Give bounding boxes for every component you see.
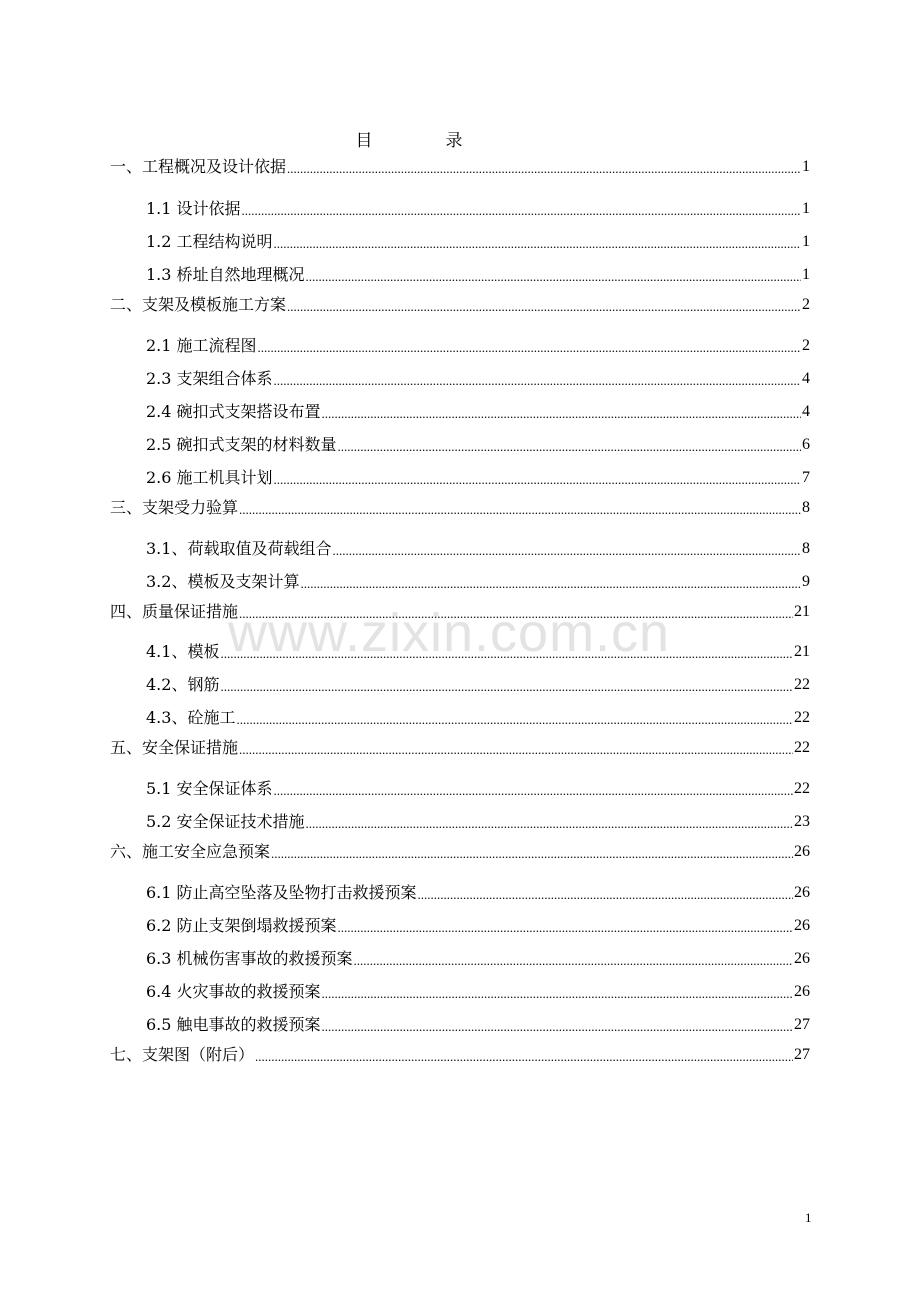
toc-entry-5-2[interactable] xyxy=(146,811,810,833)
dot-leader xyxy=(322,405,801,423)
toc-entry-page: 27 xyxy=(794,1046,810,1063)
toc-entry-1[interactable] xyxy=(110,156,810,178)
toc-entry-label: 2.1 施工流程图 xyxy=(146,336,257,355)
toc-entry-label: 2.4 碗扣式支架搭设布置 xyxy=(146,402,321,421)
toc-entry-1-3[interactable] xyxy=(146,264,810,286)
toc-entry-page: 22 xyxy=(794,739,810,756)
dot-leader xyxy=(239,501,801,519)
toc-entry-page: 2 xyxy=(802,337,810,354)
toc-entry-1-2[interactable] xyxy=(146,231,810,253)
toc-entry-label: 4.3、砼施工 xyxy=(146,708,236,727)
toc-entry-page: 8 xyxy=(802,540,810,557)
dot-leader xyxy=(220,645,793,663)
toc-entry-page: 1 xyxy=(802,233,810,250)
toc-entry-label: 3.1、荷载取值及荷载组合 xyxy=(146,539,332,558)
toc-entry-label: 2.5 碗扣式支架的材料数量 xyxy=(146,435,337,454)
toc-entry-5[interactable] xyxy=(110,737,810,759)
toc-entry-page: 2 xyxy=(802,296,810,313)
toc-entry-page: 1 xyxy=(802,158,810,175)
dot-leader xyxy=(236,711,793,729)
dot-leader xyxy=(274,782,793,800)
dot-leader xyxy=(306,268,801,286)
toc-entry-1-1[interactable] xyxy=(146,198,810,220)
toc-entry-label: 二、支架及模板施工方案 xyxy=(110,295,287,314)
dot-leader xyxy=(258,339,801,357)
dot-leader xyxy=(418,886,793,904)
toc-entry-page: 21 xyxy=(794,603,810,620)
toc-entry-3-1[interactable] xyxy=(146,538,810,560)
toc-entry-label: 1.3 桥址自然地理概况 xyxy=(146,265,305,284)
toc-entry-label: 五、安全保证措施 xyxy=(110,738,239,757)
toc-entry-3-2[interactable] xyxy=(146,571,810,593)
toc-entry-page: 22 xyxy=(794,780,810,797)
toc-entry-page: 8 xyxy=(802,499,810,516)
toc-entry-label: 1.2 工程结构说明 xyxy=(146,232,273,251)
toc-entry-2-5[interactable] xyxy=(146,434,810,456)
toc-entry-page: 4 xyxy=(802,403,810,420)
toc-entry-page: 26 xyxy=(794,884,810,901)
toc-entry-label: 6.5 触电事故的救援预案 xyxy=(146,1015,321,1034)
toc-entry-page: 9 xyxy=(802,573,810,590)
toc-entry-page: 1 xyxy=(802,200,810,217)
toc-entry-5-1[interactable] xyxy=(146,778,810,800)
toc-entry-page: 26 xyxy=(794,983,810,1000)
dot-leader xyxy=(220,678,793,696)
toc-entry-4-1[interactable] xyxy=(146,641,810,663)
dot-leader xyxy=(255,1048,793,1066)
toc-entry-label: 4.1、模板 xyxy=(146,642,220,661)
toc-entry-7[interactable] xyxy=(110,1044,810,1066)
toc-entry-page: 21 xyxy=(794,643,810,660)
toc-entry-page: 26 xyxy=(794,917,810,934)
dot-leader xyxy=(354,952,793,970)
toc-entry-label: 5.1 安全保证体系 xyxy=(146,779,273,798)
dot-leader xyxy=(271,845,793,863)
dot-leader xyxy=(239,605,793,623)
dot-leader xyxy=(322,985,793,1003)
toc-entry-label: 1.1 设计依据 xyxy=(146,199,241,218)
dot-leader xyxy=(287,160,801,178)
dot-leader xyxy=(239,741,793,759)
toc-entry-4-3[interactable] xyxy=(146,707,810,729)
dot-leader xyxy=(274,235,801,253)
toc-entry-page: 22 xyxy=(794,709,810,726)
footer-page-number: 1 xyxy=(805,1210,812,1225)
toc-entry-4[interactable] xyxy=(110,601,810,623)
toc-entry-6-1[interactable] xyxy=(146,882,810,904)
dot-leader xyxy=(332,542,801,560)
toc-entry-6-5[interactable] xyxy=(146,1014,810,1036)
toc-entry-label: 6.2 防止支架倒塌救援预案 xyxy=(146,916,337,935)
dot-leader xyxy=(242,202,801,220)
toc-entry-page: 27 xyxy=(794,1016,810,1033)
dot-leader xyxy=(300,575,801,593)
toc-entry-label: 2.3 支架组合体系 xyxy=(146,369,273,388)
toc-entry-page: 1 xyxy=(802,266,810,283)
toc-entry-label: 4.2、钢筋 xyxy=(146,675,220,694)
toc-entry-page: 26 xyxy=(794,950,810,967)
toc-entry-label: 四、质量保证措施 xyxy=(110,602,239,621)
toc-entry-6[interactable] xyxy=(110,841,810,863)
toc-title: 目 录 xyxy=(355,131,491,151)
toc-entry-6-4[interactable] xyxy=(146,981,810,1003)
dot-leader xyxy=(306,815,793,833)
toc-entry-2[interactable] xyxy=(110,294,810,316)
toc-entry-label: 3.2、模板及支架计算 xyxy=(146,572,300,591)
dot-leader xyxy=(322,1018,793,1036)
toc-entry-2-6[interactable] xyxy=(146,467,810,489)
toc-entry-label: 三、支架受力验算 xyxy=(110,498,239,517)
dot-leader xyxy=(338,919,793,937)
toc-entry-6-3[interactable] xyxy=(146,948,810,970)
toc-entry-6-2[interactable] xyxy=(146,915,810,937)
toc-entry-page: 23 xyxy=(794,813,810,830)
toc-entry-page: 22 xyxy=(794,676,810,693)
toc-entry-page: 4 xyxy=(802,370,810,387)
toc-entry-2-3[interactable] xyxy=(146,368,810,390)
toc-entry-page: 7 xyxy=(802,469,810,486)
toc-entry-label: 六、施工安全应急预案 xyxy=(110,842,271,861)
toc-entry-label: 七、支架图（附后） xyxy=(110,1045,255,1064)
dot-leader xyxy=(338,438,801,456)
dot-leader xyxy=(274,372,801,390)
toc-entry-label: 6.1 防止高空坠落及坠物打击救援预案 xyxy=(146,883,417,902)
dot-leader xyxy=(274,471,801,489)
dot-leader xyxy=(287,298,801,316)
toc-entry-label: 5.2 安全保证技术措施 xyxy=(146,812,305,831)
toc-entry-2-1[interactable] xyxy=(146,335,810,357)
toc-entry-4-2[interactable] xyxy=(146,674,810,696)
watermark: www.zixin.com.cn xyxy=(228,603,671,663)
toc-entry-page: 6 xyxy=(802,436,810,453)
toc-entry-2-4[interactable] xyxy=(146,401,810,423)
toc-entry-label: 2.6 施工机具计划 xyxy=(146,468,273,487)
toc-entry-label: 6.4 火灾事故的救援预案 xyxy=(146,982,321,1001)
toc-entry-label: 6.3 机械伤害事故的救援预案 xyxy=(146,949,353,968)
toc-entry-3[interactable] xyxy=(110,497,810,519)
toc-entry-page: 26 xyxy=(794,843,810,860)
toc-entry-label: 一、工程概况及设计依据 xyxy=(110,157,287,176)
